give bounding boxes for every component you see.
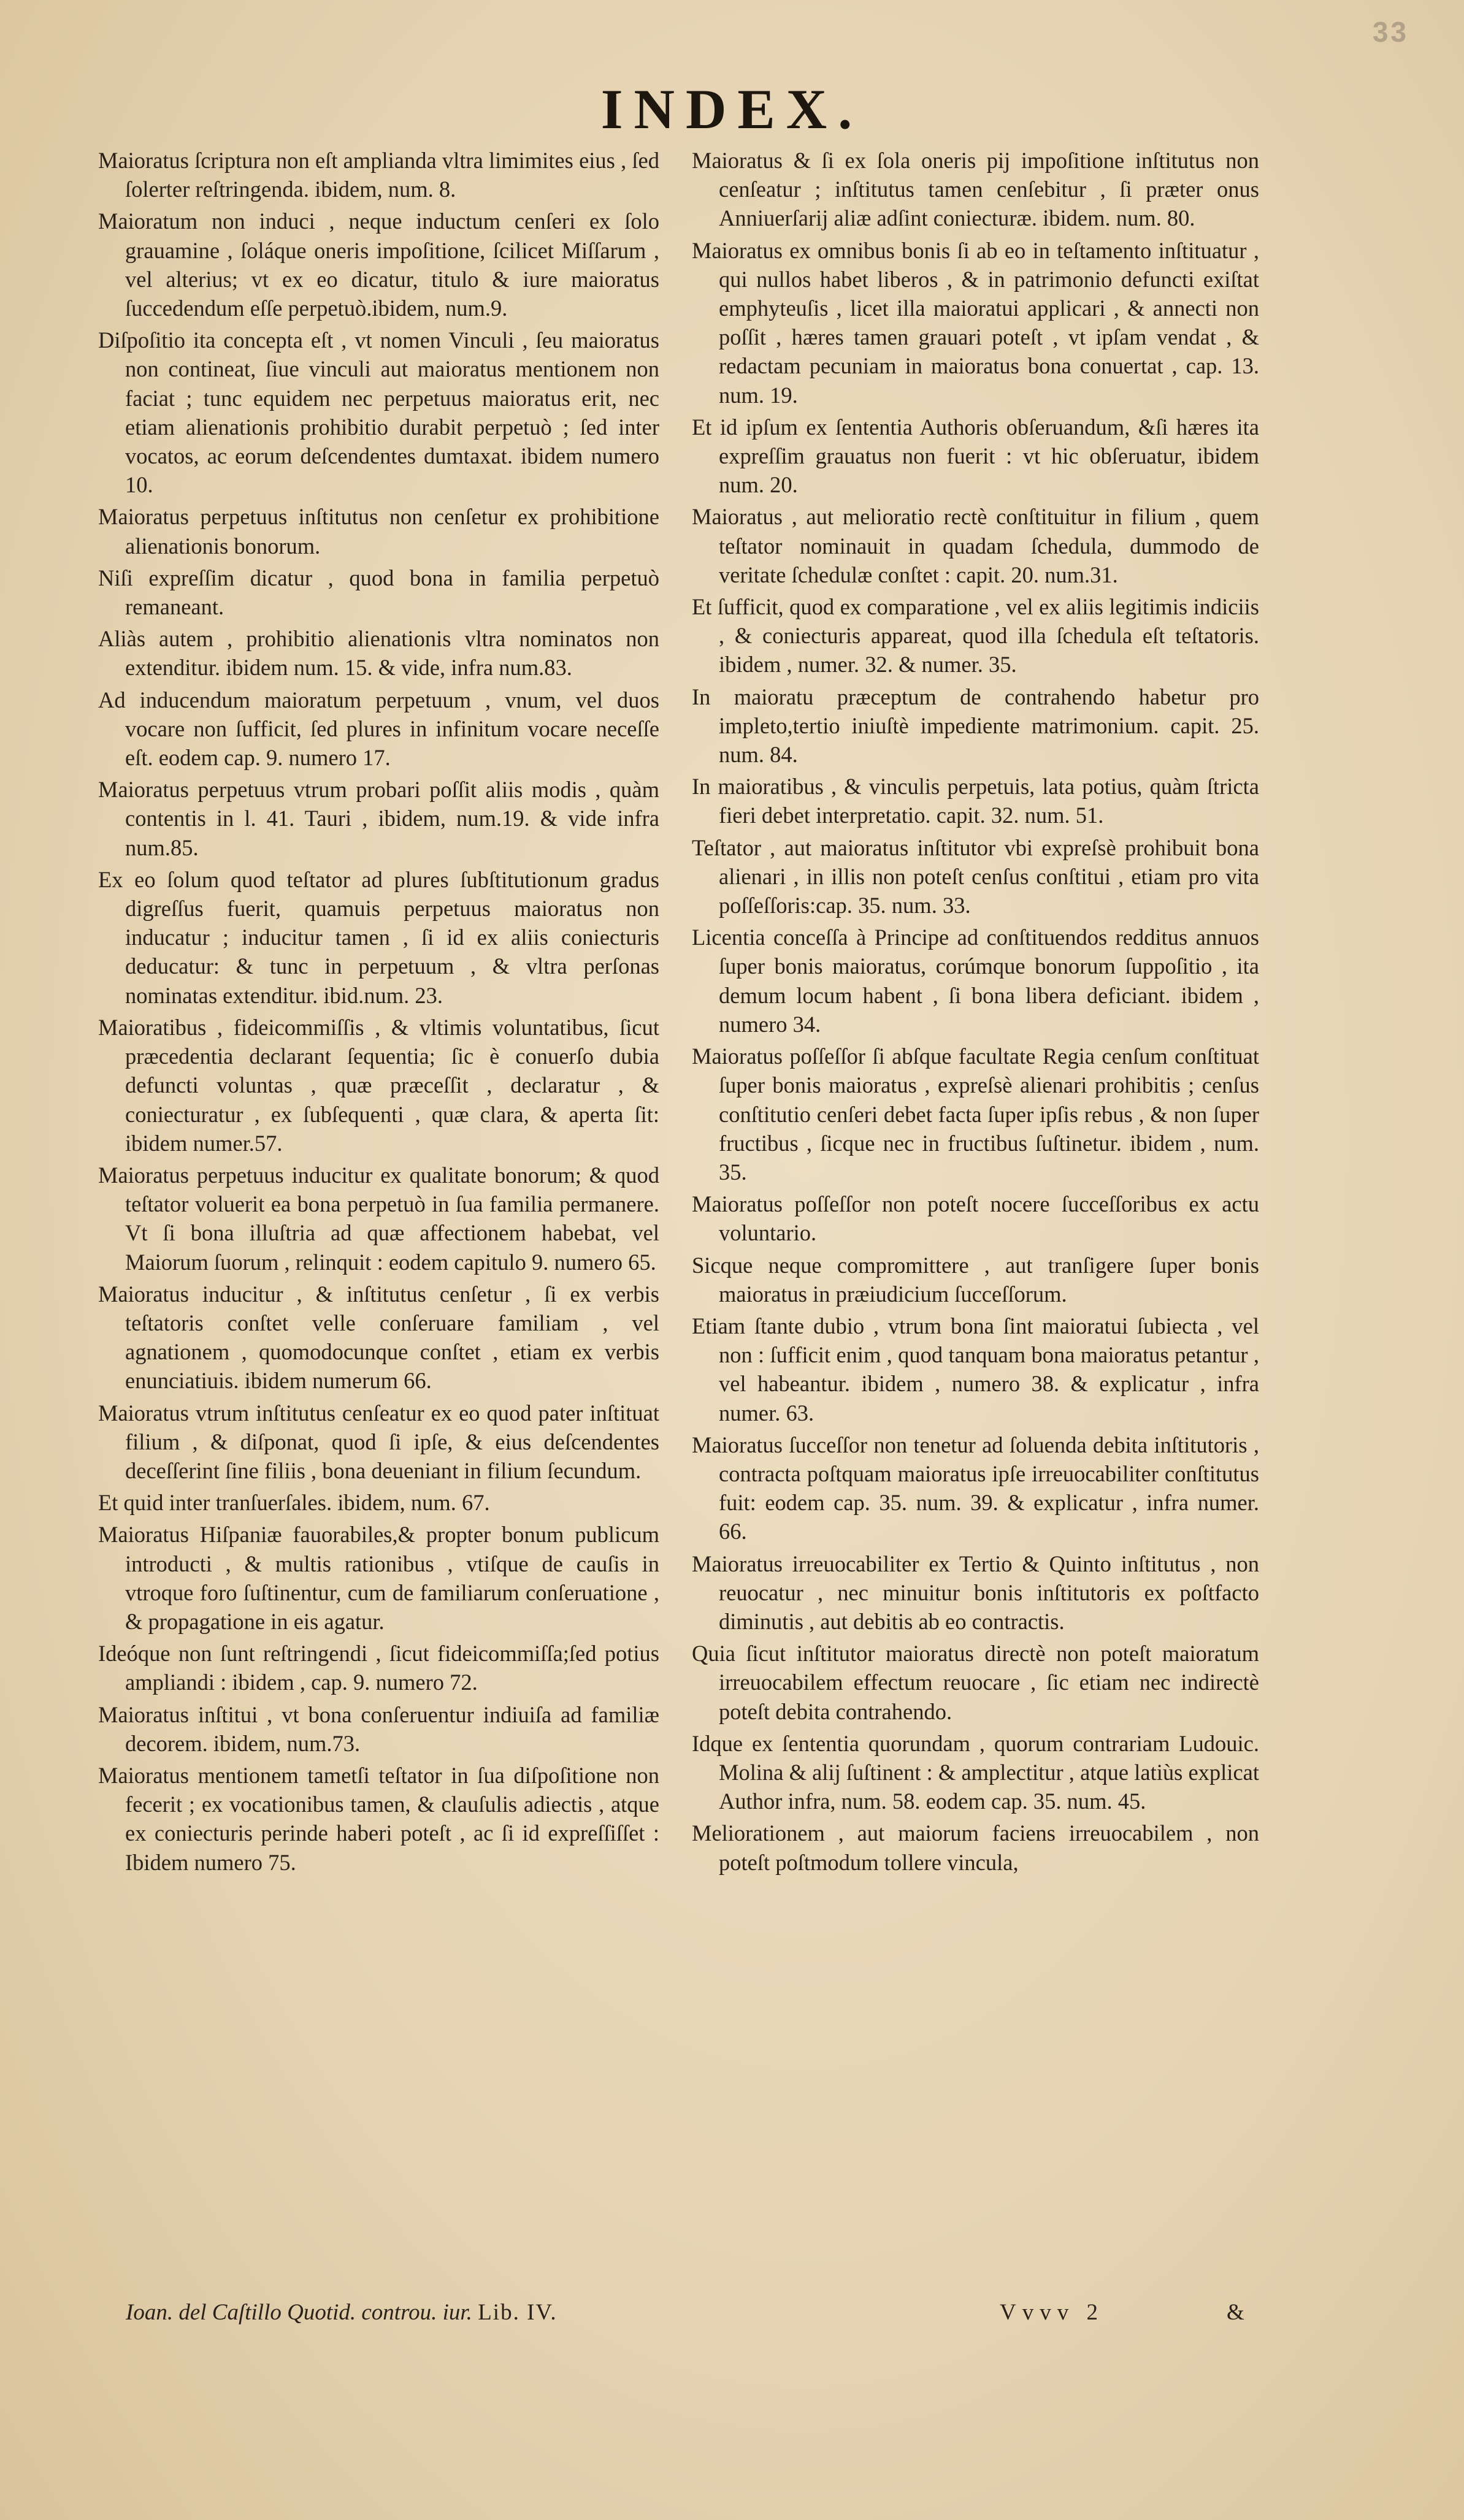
index-entry: Aliàs autem , prohibitio alienationis vltra nominatos non extenditur. ibidem num. 15. & vide, infra num.83.	[98, 626, 659, 681]
index-entry: Licentia conceſſa à Principe ad conſtituendos redditus annuos ſuper bonis maioratus, corúmque bonorum ſuppoſitio , ita demum locum habent , ſi bona libera deficiant. ibidem , numero 34.	[692, 925, 1259, 1037]
index-entry: Maioratus inſtitui , vt bona conſeruentur indiuiſa ad familiæ decorem. ibidem, num.73.	[98, 1701, 659, 1756]
index-entry: Maioratus inducitur , & inſtitutus cenſetur , ſi ex verbis teſtatoris conſtet velle conſeruare familiam , vel agnationem , quomodocunque conſtet , etiam ex verbis enunciatiuis. ibidem numerum 66.	[98, 1281, 659, 1394]
book-number: Lib. IV.	[478, 2300, 558, 2325]
index-entry: Ad inducendum maioratum perpetuum , vnum, vel duos vocare non ſufficit, ſed plures in infinitum vocare neceſſe eſt. eodem cap. 9. numero 17.	[98, 687, 659, 771]
index-entry: In maioratu præceptum de contrahendo habetur pro impleto,tertio iniuſtè impediente matrimonium. capit. 25. num. 84.	[692, 684, 1259, 768]
running-title: Ioan. del Caſtillo Quotid. controu. iur.	[126, 2300, 472, 2325]
index-entry: In maioratibus , & vinculis perpetuis, lata potius, quàm ſtricta fieri debet interpretatio. capit. 32. num. 51.	[692, 774, 1259, 828]
index-entry: Maioratus perpetuus inſtitutus non cenſetur ex prohibitione alienationis bonorum.	[98, 504, 659, 559]
page-title: INDEX.	[600, 78, 864, 140]
index-entry: Et ſufficit, quod ex comparatione , vel ex aliis legitimis indiciis , & coniecturis appareat, quod illa ſchedula eſt teſtatoris. ibidem , numer. 32. & numer. 35.	[692, 594, 1259, 678]
index-entry: Quia ſicut inſtitutor maioratus directè non poteſt maioratum irreuocabilem effectum reuocare , ſic etiam nec indirectè poteſt debita contrahendo.	[692, 1641, 1259, 1724]
folio-number: 33	[1372, 16, 1409, 48]
index-entry: Maioratus Hiſpaniæ fauorabiles,& propter bonum publicum introducti , & multis rationibus , vtiſque de cauſis in vtroque foro ſuſtinentur, cum de familiarum conſeruatione , & propagatione in eis agatur.	[98, 1522, 659, 1634]
index-entry: Et id ipſum ex ſententia Authoris obſeruandum, &ſi hæres ita expreſſim grauatus non fuerit : vt hic obſeruatur, ibidem num. 20.	[692, 414, 1259, 498]
index-entry: Niſi expreſſim dicatur , quod bona in familia perpetuò remaneant.	[98, 565, 659, 620]
index-entry: Maioratibus , fideicommiſſis , & vltimis voluntatibus, ſicut præcedentia declarant ſequentia; ſic è conuerſo dubia defuncti voluntas , quæ præceſſit , declaratur , & coniecturatur , ex ſubſequenti , quæ clara, & aperta ſit: ibidem numer.57.	[98, 1014, 659, 1156]
index-entry: Meliorationem , aut maiorum faciens irreuocabilem , non poteſt poſtmodum tollere vincula,	[692, 1820, 1259, 1875]
right-column	[692, 146, 1259, 1880]
index-entry: Diſpoſitio ita concepta eſt , vt nomen Vinculi , ſeu maioratus non contineat, ſiue vinculi aut maioratus mentionem non faciat ; tunc equidem nec perpetuus maioratus erit, nec etiam alienationis prohibitio durabit perpetuò ; ſed inter vocatos, ac eorum deſcendentes dumtaxat. ibidem numero 10.	[98, 327, 659, 498]
running-title-footer	[126, 2299, 558, 2326]
index-entry: Maioratus ex omnibus bonis ſi ab eo in teſtamento inſtituatur , qui nullos habet liberos , & in patrimonio defuncti exiſtat emphyteuſis , licet illa maioratui applicari , & annecti non poſſit , hæres tamen grauari poteſt , vt ipſam vendat , & redactam pecuniam in maioratus bona conuertat , cap. 13. num. 19.	[692, 237, 1259, 408]
index-entry: Maioratus perpetuus inducitur ex qualitate bonorum; & quod teſtator voluerit ea bona perpetuò in ſua familia permanere. Vt ſi bona illuſtria ad quæ affectionem habebat, vel Maiorum ſuorum , relinquit : eodem capitulo 9. numero 65.	[98, 1162, 659, 1275]
index-entry: Maioratus mentionem tametſi teſtator in ſua diſpoſitione non fecerit ; ex vocationibus tamen, & clauſulis adiectis , atque ex coniecturis perinde haberi poteſt , ac ſi id expreſſiſſet : Ibidem numero 75.	[98, 1762, 659, 1875]
index-entry: Ideóque non ſunt reſtringendi , ſicut fideicommiſſa;ſed potius ampliandi : ibidem , cap. 9. numero 72.	[98, 1641, 659, 1695]
index-entry: Idque ex ſententia quorundam , quorum contrariam Ludouic. Molina & alij ſuſtinent : & amplectitur , atque latiùs explicat Author infra, num. 58. eodem cap. 35. num. 45.	[692, 1730, 1259, 1814]
index-entry: Maioratus , aut melioratio rectè conſtituitur in filium , quem teſtator nominauit in quadam ſchedula, dummodo de veritate ſchedulæ conſtet : capit. 20. num.31.	[692, 504, 1259, 587]
index-entry: Maioratus poſſeſſor non poteſt nocere ſucceſſoribus ex actu voluntario.	[692, 1191, 1259, 1246]
signature-mark: Vvvv 2	[1000, 2300, 1104, 2325]
index-entry: Teſtator , aut maioratus inſtitutor vbi expreſsè prohibuit bona alienari , in illis non poteſt cenſus conſtitui , etiam pro vita poſſeſſoris:cap. 35. num. 33.	[692, 834, 1259, 918]
index-entry: Maioratus ſucceſſor non tenetur ad ſoluenda debita inſtitutoris , contracta poſtquam maioratus ipſe irreuocabiliter conſtitutus fuit: eodem cap. 35. num. 39. & explicatur , infra numer. 66.	[692, 1432, 1259, 1544]
index-entry: Et quid inter tranſuerſales. ibidem, num. 67.	[98, 1490, 490, 1516]
index-entry: Sicque neque compromittere , aut tranſigere ſuper bonis maioratus in præiudicium ſucceſſorum.	[692, 1252, 1259, 1307]
index-entry: Etiam ſtante dubio , vtrum bona ſint maioratui ſubiecta , vel non : ſufficit enim , quod tanquam bona maioratus petantur , vel habeantur. ibidem , numero 38. & explicatur , infra numer. 63.	[692, 1313, 1259, 1426]
left-column	[98, 146, 659, 1880]
index-entry: Maioratus irreuocabiliter ex Tertio & Quinto inſtitutus , non reuocatur , nec minuitur bonis inſtitutoris ex poſtfacto diminutis , aut debitis ab eo contractis.	[692, 1551, 1259, 1634]
index-entry: Maioratus ſcriptura non eſt amplianda vltra limimites eius , ſed ſolerter reſtringenda. ibidem, num. 8.	[98, 148, 659, 202]
catchword: &	[1227, 2300, 1244, 2325]
index-entry: Maioratus perpetuus vtrum probari poſſit aliis modis , quàm contentis in l. 41. Tauri , ibidem, num.19. & vide infra num.85.	[98, 777, 659, 860]
index-entry: Maioratus & ſi ex ſola oneris pij impoſitione inſtitutus non cenſeatur ; inſtitutus tamen cenſebitur , ſi præter onus Anniuerſarij aliæ adſint coniecturæ. ibidem. num. 80.	[692, 148, 1259, 231]
index-entry: Maioratus vtrum inſtitutus cenſeatur ex eo quod pater inſtituat filium , & diſponat, quod ſi ipſe, & eius deſcendentes deceſſerint ſine filiis , bona deueniant in filium ſecundum.	[98, 1400, 659, 1483]
index-entry: Ex eo ſolum quod teſtator ad plures ſubſtitutionum gradus digreſſus fuerit, quamuis perpetuus maioratus non inducatur ; inducitur tamen , ſi id ex aliis coniecturis deducatur: & tunc in perpetuum , & vltra perſonas nominatas extenditur. ibid.num. 23.	[98, 866, 659, 1008]
index-entry: Maioratum non induci , neque inductum cenſeri ex ſolo grauamine , ſoláque oneris impoſitione, ſcilicet Miſſarum , vel alterius; vt ex eo dicatur, titulo & iure maioratus ſuccedendum eſſe perpetuò.ibidem, num.9.	[98, 208, 659, 321]
index-entry: Maioratus poſſeſſor ſi abſque facultate Regia cenſum conſtituat ſuper bonis maioratus , expreſsè alienari prohibitis ; cenſus conſtitutio cenſeri debet facta ſuper ipſis rebus , & non ſuper fructibus , ſicque nec in fructibus ſuſtinetur. ibidem , num. 35.	[692, 1044, 1259, 1185]
